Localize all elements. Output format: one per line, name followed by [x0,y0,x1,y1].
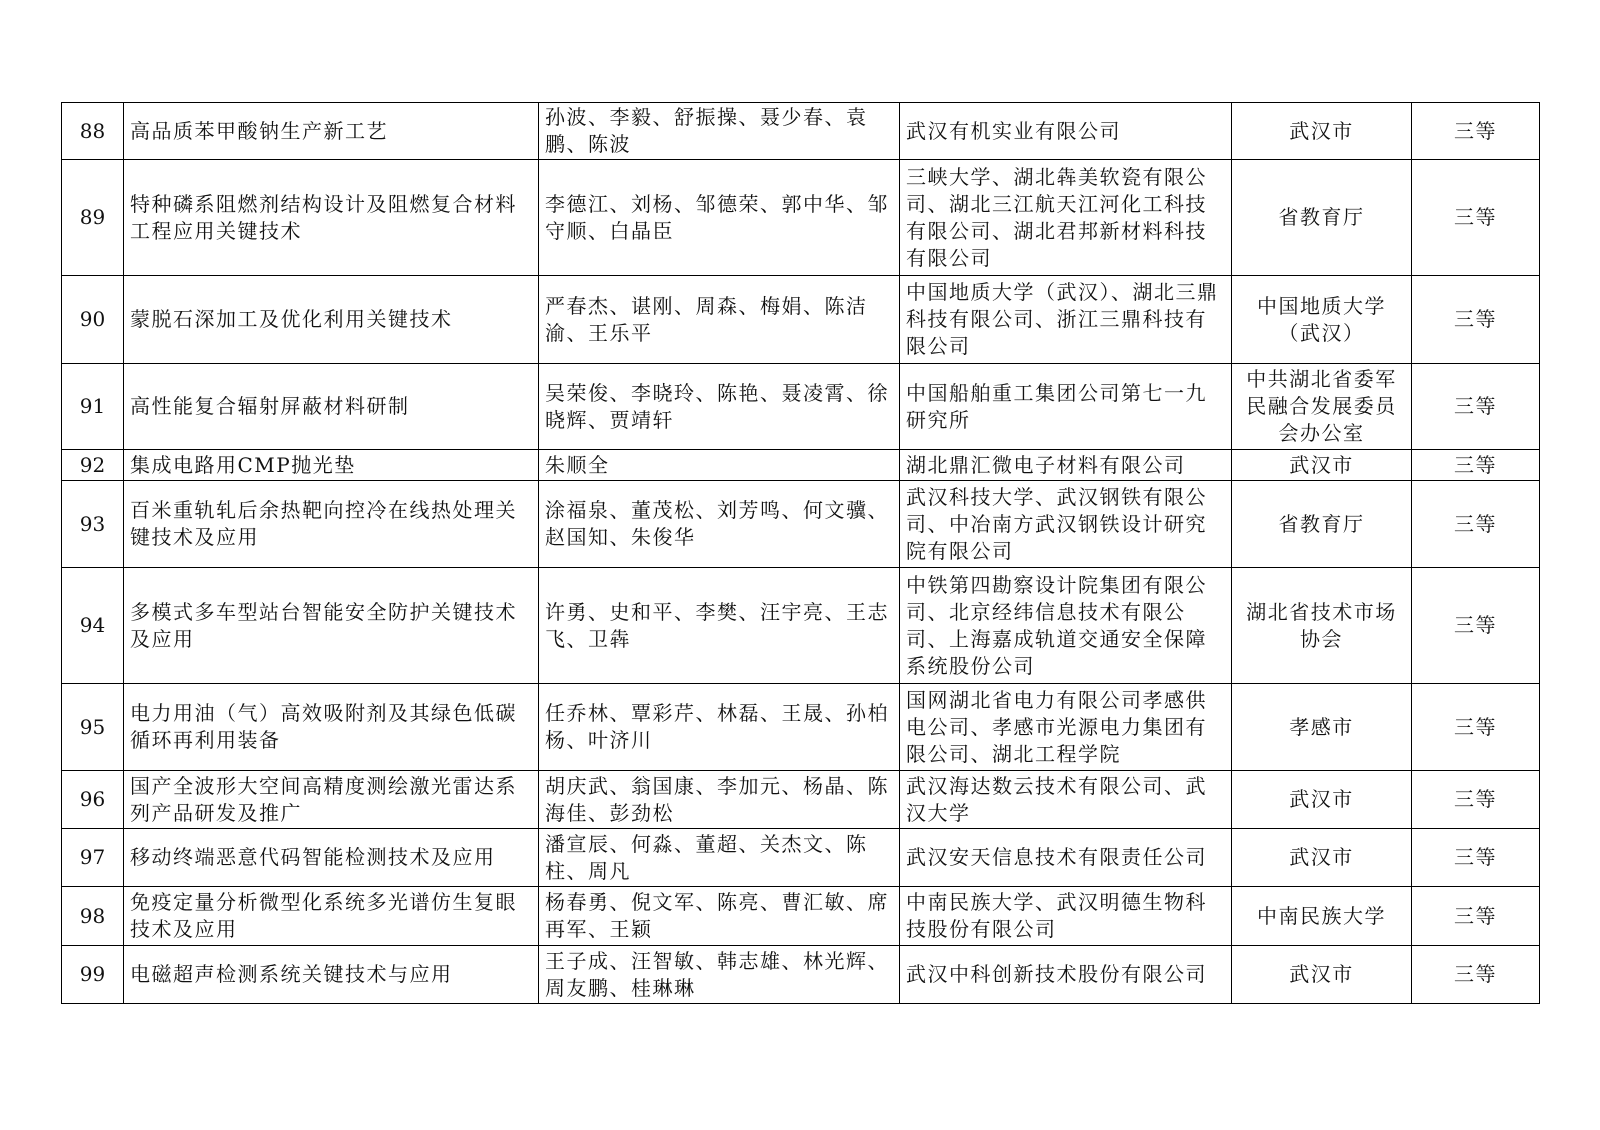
table-row [62,450,1540,481]
project-name: 国产全波形大空间高精度测绘激光雷达系列产品研发及推广 [124,771,539,829]
row-number: 94 [62,568,124,684]
recommending-unit: 武汉市 [1232,829,1412,887]
award-grade: 三等 [1412,276,1540,364]
main-contributors: 孙波、李毅、舒振操、聂少春、袁鹏、陈波 [539,103,900,160]
main-contributors: 严春杰、谌刚、周森、梅娟、陈洁渝、王乐平 [539,276,900,364]
main-contributors: 任乔林、覃彩芹、林磊、王晟、孙柏杨、叶济川 [539,684,900,771]
project-name: 免疫定量分析微型化系统多光谱仿生复眼技术及应用 [124,887,539,946]
recommending-unit: 武汉市 [1232,771,1412,829]
project-name: 集成电路用CMP抛光垫 [124,450,539,481]
table-row [62,887,1540,946]
completing-units: 武汉科技大学、武汉钢铁有限公司、中冶南方武汉钢铁设计研究院有限公司 [900,481,1232,568]
row-number: 97 [62,829,124,887]
table-row [62,771,1540,829]
row-number: 89 [62,160,124,276]
row-number: 93 [62,481,124,568]
row-number: 98 [62,887,124,946]
recommending-unit: 武汉市 [1232,103,1412,160]
table-row [62,568,1540,684]
main-contributors: 潘宣辰、何淼、董超、关杰文、陈柱、周凡 [539,829,900,887]
completing-units: 国网湖北省电力有限公司孝感供电公司、孝感市光源电力集团有限公司、湖北工程学院 [900,684,1232,771]
award-grade: 三等 [1412,450,1540,481]
main-contributors: 李德江、刘杨、邹德荣、郭中华、邹守顺、白晶臣 [539,160,900,276]
project-name: 移动终端恶意代码智能检测技术及应用 [124,829,539,887]
award-grade: 三等 [1412,481,1540,568]
completing-units: 湖北鼎汇微电子材料有限公司 [900,450,1232,481]
recommending-unit: 省教育厅 [1232,160,1412,276]
table-row [62,103,1540,160]
award-grade: 三等 [1412,160,1540,276]
main-contributors: 胡庆武、翁国康、李加元、杨晶、陈海佳、彭劲松 [539,771,900,829]
completing-units: 武汉海达数云技术有限公司、武汉大学 [900,771,1232,829]
main-contributors: 许勇、史和平、李樊、汪宇亮、王志飞、卫犇 [539,568,900,684]
award-grade: 三等 [1412,568,1540,684]
award-grade: 三等 [1412,364,1540,450]
completing-units: 武汉安天信息技术有限责任公司 [900,829,1232,887]
completing-units: 三峡大学、湖北犇美软瓷有限公司、湖北三江航天江河化工科技有限公司、湖北君邦新材料科技有限公司 [900,160,1232,276]
table-row [62,481,1540,568]
award-table-body [62,103,1540,1004]
main-contributors: 王子成、汪智敏、韩志雄、林光辉、周友鹏、桂琳琳 [539,946,900,1004]
table-row [62,364,1540,450]
completing-units: 中国船舶重工集团公司第七一九研究所 [900,364,1232,450]
table-row [62,276,1540,364]
award-grade: 三等 [1412,887,1540,946]
project-name: 百米重轨轧后余热靶向控冷在线热处理关键技术及应用 [124,481,539,568]
row-number: 88 [62,103,124,160]
row-number: 96 [62,771,124,829]
recommending-unit: 湖北省技术市场协会 [1232,568,1412,684]
recommending-unit: 武汉市 [1232,450,1412,481]
project-name: 电力用油（气）高效吸附剂及其绿色低碳循环再利用装备 [124,684,539,771]
award-grade: 三等 [1412,829,1540,887]
project-name: 多模式多车型站台智能安全防护关键技术及应用 [124,568,539,684]
recommending-unit: 中南民族大学 [1232,887,1412,946]
completing-units: 武汉中科创新技术股份有限公司 [900,946,1232,1004]
recommending-unit: 省教育厅 [1232,481,1412,568]
award-table [61,102,1540,1004]
table-row [62,160,1540,276]
project-name: 特种磷系阻燃剂结构设计及阻燃复合材料工程应用关键技术 [124,160,539,276]
completing-units: 武汉有机实业有限公司 [900,103,1232,160]
recommending-unit: 中共湖北省委军民融合发展委员会办公室 [1232,364,1412,450]
completing-units: 中南民族大学、武汉明德生物科技股份有限公司 [900,887,1232,946]
row-number: 91 [62,364,124,450]
main-contributors: 涂福泉、董茂松、刘芳鸣、何文骥、赵国知、朱俊华 [539,481,900,568]
award-grade: 三等 [1412,684,1540,771]
row-number: 90 [62,276,124,364]
recommending-unit: 孝感市 [1232,684,1412,771]
completing-units: 中国地质大学（武汉）、湖北三鼎科技有限公司、浙江三鼎科技有限公司 [900,276,1232,364]
row-number: 95 [62,684,124,771]
main-contributors: 吴荣俊、李晓玲、陈艳、聂凌霄、徐晓辉、贾靖轩 [539,364,900,450]
main-contributors: 朱顺全 [539,450,900,481]
table-row [62,829,1540,887]
award-grade: 三等 [1412,771,1540,829]
row-number: 99 [62,946,124,1004]
table-row [62,946,1540,1004]
completing-units: 中铁第四勘察设计院集团有限公司、北京经纬信息技术有限公司、上海嘉成轨道交通安全保障系统股份公司 [900,568,1232,684]
recommending-unit: 武汉市 [1232,946,1412,1004]
project-name: 高性能复合辐射屏蔽材料研制 [124,364,539,450]
project-name: 蒙脱石深加工及优化利用关键技术 [124,276,539,364]
recommending-unit: 中国地质大学（武汉） [1232,276,1412,364]
project-name: 电磁超声检测系统关键技术与应用 [124,946,539,1004]
main-contributors: 杨春勇、倪文军、陈亮、曹汇敏、席再军、王颖 [539,887,900,946]
table-row [62,684,1540,771]
row-number: 92 [62,450,124,481]
award-grade: 三等 [1412,103,1540,160]
award-grade: 三等 [1412,946,1540,1004]
project-name: 高品质苯甲酸钠生产新工艺 [124,103,539,160]
